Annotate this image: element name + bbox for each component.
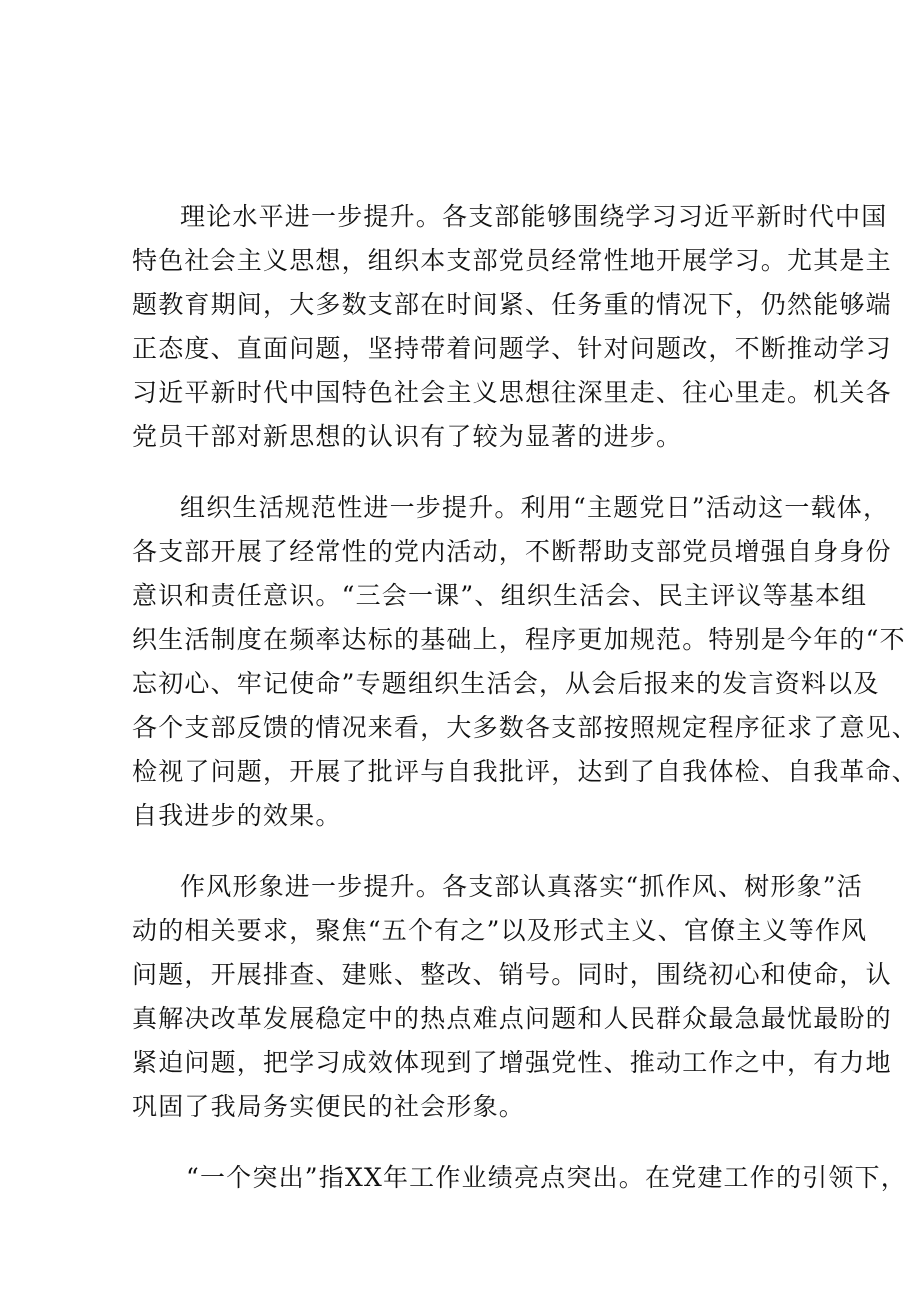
text-line: 动的相关要求，聚焦“五个有之”以及形式主义、官僚主义等作风 bbox=[132, 916, 868, 945]
document-body bbox=[132, 195, 919, 1227]
text-line: 理论水平进一步提升。各支部能够围绕学习习近平新时代中国 bbox=[180, 202, 888, 231]
paragraph-organizational-life bbox=[132, 486, 919, 838]
text-line: 题教育期间，大多数支部在时间紧、任务重的情况下，仍然能够端 bbox=[132, 290, 892, 319]
text-line: 组织生活规范性进一步提升。利用“主题党日”活动这一载体， bbox=[180, 493, 890, 522]
text-line: 巩固了我局务实便民的社会形象。 bbox=[132, 1092, 526, 1121]
text-line: 自我进步的效果。 bbox=[132, 801, 342, 830]
paragraph-theory-level bbox=[132, 195, 892, 459]
text-line: 各支部开展了经常性的党内活动，不断帮助支部党员增强自身身份 bbox=[132, 537, 892, 566]
text-line: 作风形象进一步提升。各支部认真落实“抓作风、树形象”活 bbox=[180, 872, 863, 901]
text-line: 真解决改革发展稳定中的热点难点问题和人民群众最急最忧最盼的 bbox=[132, 1004, 892, 1033]
text-line: 忘初心、牢记使命”专题组织生活会，从会后报来的发言资料以及 bbox=[132, 669, 880, 698]
text-line: 意识和责任意识。“三会一课”、组织生活会、民主评议等基本组 bbox=[132, 581, 868, 610]
text-line: “一个突出”指XX年工作业绩亮点突出。在党建工作的引领下， bbox=[186, 1163, 907, 1192]
text-line: 各个支部反馈的情况来看，大多数各支部按照规定程序征求了意见、 bbox=[132, 713, 919, 742]
text-line: 紧迫问题，把学习成效体现到了增强党性、推动工作之中，有力地 bbox=[132, 1048, 892, 1077]
text-line: 问题，开展排查、建账、整改、销号。同时，围绕初心和使命，认 bbox=[132, 960, 892, 989]
text-line: 特色社会主义思想，组织本支部党员经常性地开展学习。尤其是主 bbox=[132, 246, 892, 275]
text-line: 正态度、直面问题，坚持带着问题学、针对问题改，不断推动学习 bbox=[132, 334, 892, 363]
text-line: 党员干部对新思想的认识有了较为显著的进步。 bbox=[132, 422, 683, 451]
text-line: 习近平新时代中国特色社会主义思想往深里走、往心里走。机关各 bbox=[132, 378, 892, 407]
paragraph-work-style bbox=[132, 865, 892, 1129]
text-line: 织生活制度在频率达标的基础上，程序更加规范。特别是今年的“不 bbox=[132, 625, 906, 654]
text-line: 检视了问题，开展了批评与自我批评，达到了自我体检、自我革命、 bbox=[132, 757, 919, 786]
paragraph-highlight bbox=[132, 1156, 907, 1200]
